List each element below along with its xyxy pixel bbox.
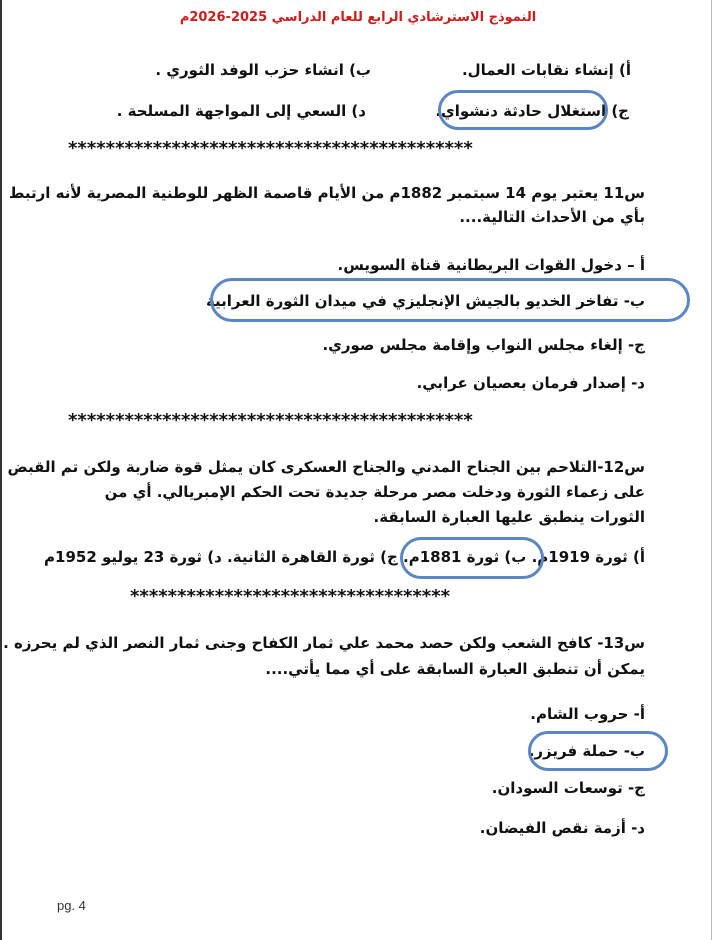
q13-option-c: ج- توسعات السودان.: [491, 779, 645, 797]
q10-option-b: ب) انشاء حزب الوفد الثوري .: [155, 61, 371, 79]
page-number: pg. 4: [57, 898, 86, 913]
q12-text-line1: س12-التلاحم بين الجناح المدني والجناح العسكرى كان يمثل قوة ضاربة ولكن تم القبض: [7, 458, 645, 476]
q11-option-a: أ – دخول القوات البريطانية قناة السويس.: [337, 256, 645, 274]
q13-text-line2: يمكن أن تنطبق العبارة السابقة على أي مما يأتي....: [265, 660, 645, 678]
q10-option-c: ج) استغلال حادثة دنشواي.: [435, 102, 629, 120]
q13-option-d: د- أزمة نقص الفيضان.: [479, 819, 645, 837]
q12-text-line2: على زعماء الثورة ودخلت مصر مرحلة جديدة تحت الحكم الإمبريالي. أي من: [104, 483, 645, 501]
q13-option-b: ب- حملة فريزر.: [528, 742, 645, 760]
separator-1: *******************************************: [68, 138, 473, 159]
q10-option-d: د) السعي إلى المواجهة المسلحة .: [116, 102, 366, 120]
q11-option-b: ب- تفاخر الخديو بالجيش الإنجليزي في ميدان الثورة العرابية: [205, 292, 645, 310]
separator-3: **********************************: [130, 586, 451, 607]
q11-text-line2: بأي من الأحداث التالية....: [459, 208, 645, 226]
q12-options: أ) ثورة 1919م. ب) ثورة 1881م. ج) ثورة القاهرة الثانية. د) ثورة 23 يوليو 1952م: [44, 548, 645, 566]
q11-option-c: ج- إلغاء مجلس النواب وإقامة مجلس صوري.: [322, 336, 645, 354]
q10-option-a: أ) إنشاء نقابات العمال.: [461, 61, 631, 79]
q13-option-a: أ- حروب الشام.: [530, 705, 645, 723]
q11-option-d: د- إصدار فرمان بعصيان عرابي.: [416, 374, 645, 392]
q13-text-line1: س13- كافح الشعب ولكن حصد محمد علي ثمار الكفاح وجنى ثمار النصر الذي لم يحرزه .: [3, 634, 645, 652]
q12-text-line3: الثورات ينطبق عليها العبارة السابقة.: [373, 508, 645, 526]
page-header: النموذج الاسترشادي الرابع للعام الدراسي 2025-2026م: [179, 10, 537, 25]
q11-text-line1: س11 يعتبر يوم 14 سبتمبر 1882م من الأيام قاصمة الظهر للوطنية المصرية لأنه ارتبط: [8, 184, 645, 202]
separator-2: *******************************************: [68, 410, 473, 431]
